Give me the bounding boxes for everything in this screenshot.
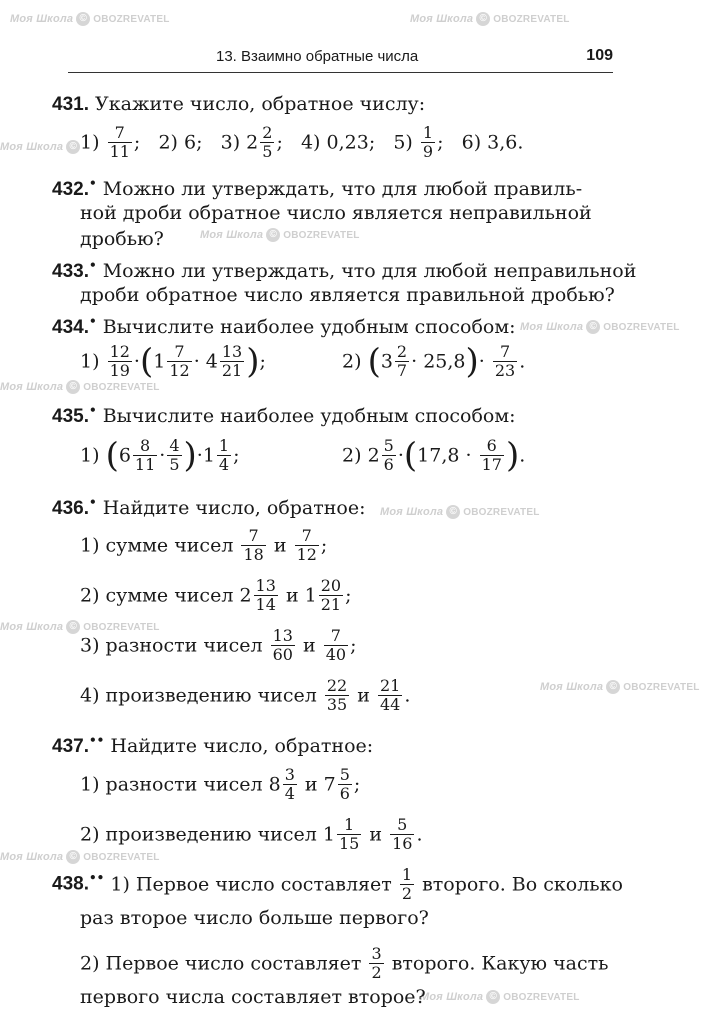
fraction: $\frac{2}{7}$ <box>396 342 408 380</box>
fraction: $\frac{1}{4}$ <box>218 436 230 474</box>
problem-435-expr2: 2) 2 $\frac{5}{6}$ ·(17,8 · $\frac{6}{17}$ ). <box>342 435 526 476</box>
problem-432-line3: дробью? <box>80 228 164 250</box>
section-title: 13. Взаимно обратные числа <box>216 48 419 65</box>
problem-436-item1: 1) сумме чисел $\frac{7}{18}$ и $\frac{7}{12}$ ; <box>80 526 328 564</box>
fraction: $\frac{7}{18}$ <box>243 526 264 564</box>
fraction: $\frac{3}{4}$ <box>284 765 295 803</box>
problem-435: 435.• Вычислите наиболее удобным способом: <box>52 403 516 427</box>
fraction: $\frac{7}{40}$ <box>325 626 347 664</box>
problem-433-line2: дроби обратное число является правильной дробью? <box>80 284 615 306</box>
problem-437: 437.•• Найдите число, обратное: <box>52 733 374 757</box>
problem-438-line4: первого числа составляет второе? <box>80 986 426 1008</box>
fraction: $\frac{7}{12}$ <box>169 342 190 380</box>
fraction: $\frac{4}{5}$ <box>169 436 180 474</box>
watermark: Моя Школа © OBOZREVATEL <box>0 380 160 393</box>
fraction: $\frac{13}{60}$ <box>272 626 293 664</box>
logo-circle-icon: © <box>486 990 500 1004</box>
fraction: $\frac{2}{5}$ <box>262 123 273 161</box>
watermark: Моя Школа © <box>0 140 83 154</box>
page-header <box>68 48 613 73</box>
watermark: Моя Школа © OBOZREVATEL <box>520 320 680 333</box>
fraction: $\frac{1}{2}$ <box>401 865 413 903</box>
fraction: $\frac{5}{16}$ <box>392 815 413 853</box>
problem-434-expr1: 1) $\frac{12}{19}$ ·(1 $\frac{7}{12}$ · 4 $\frac{13}{21}$ ); <box>80 341 266 382</box>
watermark: Моя Школа © OBOZREVATEL <box>0 620 160 633</box>
fraction: $\frac{7}{11}$ <box>109 123 130 161</box>
problem-436-item2: 2) сумме чисел 2 $\frac{13}{14}$ и 1 $\frac{20}{21}$ ; <box>80 576 352 614</box>
problem-432: 432.• Можно ли утверждать, что для любой правиль- <box>52 176 583 200</box>
problem-431: 431. Укажите число, обратное числу: <box>52 93 426 115</box>
logo-circle-icon: © <box>66 850 80 864</box>
fraction: $\frac{13}{21}$ <box>221 342 243 380</box>
problem-436-item4: 4) произведению чисел $\frac{22}{35}$ и $\frac{21}{44}$ . <box>80 676 411 714</box>
watermark: Моя Школа © OBOZREVATEL <box>0 850 160 863</box>
problem-432-line2: ной дроби обратное число является неправильной <box>80 202 592 224</box>
problem-433: 433.• Можно ли утверждать, что для любой неправильной <box>52 258 637 282</box>
problem-437-item2: 2) произведению чисел 1 $\frac{1}{15}$ и $\frac{5}{16}$ . <box>80 815 423 853</box>
watermark: Моя Школа © OBOZREVATEL <box>200 228 360 241</box>
problem-438: 438.•• 1) Первое число составляет $\frac{1}{2}$ второго. Во сколько <box>52 865 623 903</box>
fraction: $\frac{1}{15}$ <box>338 815 360 853</box>
logo-circle-icon: © <box>66 140 80 154</box>
page-number: 109 <box>586 47 613 64</box>
problem-435-expr1: 1) (6 $\frac{8}{11}$ · $\frac{4}{5}$ )·1 $\frac{1}{4}$ ; <box>80 435 240 476</box>
problem-438-line2: раз второе число больше первого? <box>80 907 429 929</box>
fraction: $\frac{7}{23}$ <box>494 342 516 380</box>
logo-circle-icon: © <box>266 228 280 242</box>
logo-circle-icon: © <box>66 620 80 634</box>
fraction: $\frac{8}{11}$ <box>134 436 156 474</box>
logo-circle-icon: © <box>476 12 490 26</box>
problem-431-items: 1) $\frac{7}{11}$ ; 2) 6; 3) 2 $\frac{2}{5}$ ; 4) 0,23; 5) $\frac{1}{9}$ ; 6) 3,6. <box>80 123 524 161</box>
watermark: Моя Школа © OBOZREVATEL <box>420 990 580 1003</box>
fraction: $\frac{12}{19}$ <box>109 342 130 380</box>
logo-circle-icon: © <box>606 680 620 694</box>
watermark: Моя Школа © OBOZREVATEL <box>10 12 170 25</box>
problem-438-line3: 2) Первое число составляет $\frac{3}{2}$ второго. Какую часть <box>80 944 609 982</box>
problem-436-item3: 3) разности чисел $\frac{13}{60}$ и $\frac{7}{40}$ ; <box>80 626 357 664</box>
fraction: $\frac{13}{14}$ <box>255 576 276 614</box>
fraction: $\frac{1}{9}$ <box>422 123 434 161</box>
fraction: $\frac{5}{6}$ <box>383 436 394 474</box>
fraction: $\frac{3}{2}$ <box>371 944 382 982</box>
logo-circle-icon: © <box>446 505 460 519</box>
problem-434: 434.• Вычислите наиболее удобным способом: <box>52 314 516 338</box>
problem-436: 436.• Найдите число, обратное: <box>52 495 366 519</box>
problem-434-expr2: 2) (3 $\frac{2}{7}$ · 25,8)· $\frac{7}{23}$ . <box>342 341 526 382</box>
logo-circle-icon: © <box>66 380 80 394</box>
logo-circle-icon: © <box>586 320 600 334</box>
logo-circle-icon: © <box>76 12 90 26</box>
problem-437-item1: 1) разности чисел 8 $\frac{3}{4}$ и 7 $\frac{5}{6}$ ; <box>80 765 361 803</box>
fraction: $\frac{6}{17}$ <box>481 436 502 474</box>
fraction: $\frac{7}{12}$ <box>296 526 317 564</box>
fraction: $\frac{5}{6}$ <box>339 765 350 803</box>
fraction: $\frac{22}{35}$ <box>326 676 348 714</box>
fraction: $\frac{21}{44}$ <box>379 676 401 714</box>
fraction: $\frac{20}{21}$ <box>320 576 342 614</box>
watermark: Моя Школа © OBOZREVATEL <box>380 505 540 518</box>
watermark: Моя Школа © OBOZREVATEL <box>410 12 570 25</box>
watermark: Моя Школа © OBOZREVATEL <box>540 680 700 693</box>
